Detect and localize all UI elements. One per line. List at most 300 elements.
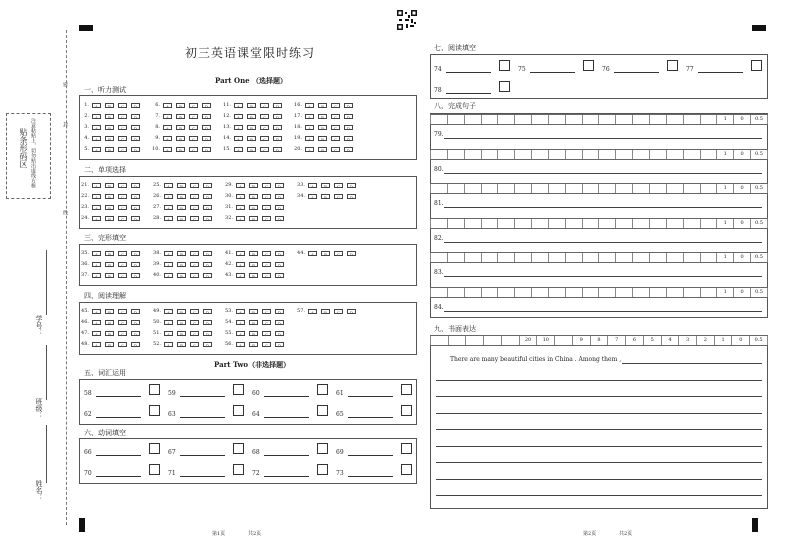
blank-field[interactable] [252,447,309,456]
option-bubble-b[interactable]: B [249,205,258,210]
score-cell[interactable] [632,288,649,297]
option-bubble-b[interactable]: B [249,216,258,221]
score-box[interactable] [499,81,510,92]
option-bubble-a[interactable]: A [305,136,314,141]
option-bubble-b[interactable]: B [105,194,114,199]
answer-line[interactable] [348,409,393,418]
score-cell[interactable] [615,219,632,228]
answer-line[interactable] [348,468,393,477]
option-bubble-a[interactable]: A [92,273,101,278]
blank-field[interactable] [686,64,743,73]
score-cell[interactable] [430,184,447,193]
option-bubble-d[interactable]: D [203,342,212,347]
score-cell[interactable] [514,219,531,228]
blank-field[interactable] [434,85,491,94]
score-cell[interactable] [582,184,599,193]
option-bubble-b[interactable]: B [318,114,327,119]
option-bubble-c[interactable]: C [260,114,269,119]
option-bubble-a[interactable]: A [164,273,173,278]
score-cell[interactable]: 0.5 [750,184,768,193]
option-bubble-c[interactable]: C [262,273,271,278]
option-bubble-b[interactable]: B [176,125,185,130]
score-cell[interactable] [683,115,700,124]
option-bubble-d[interactable]: D [202,114,211,119]
score-box[interactable] [317,443,328,454]
option-bubble-a[interactable]: A [164,331,173,336]
score-cell[interactable] [554,336,572,345]
score-box[interactable] [317,405,328,416]
score-cell[interactable] [464,219,481,228]
score-cell[interactable] [447,253,464,262]
option-bubble-b[interactable]: B [318,136,327,141]
option-bubble-d[interactable]: D [275,273,284,278]
score-cell[interactable]: 0 [733,253,750,262]
score-cell[interactable] [447,115,464,124]
score-cell[interactable]: 7 [607,336,625,345]
option-bubble-a[interactable]: A [305,147,314,152]
score-cell[interactable] [565,253,582,262]
score-cell[interactable] [497,253,514,262]
option-bubble-b[interactable]: B [177,262,186,267]
option-bubble-c[interactable]: C [190,262,199,267]
score-cell[interactable] [531,219,548,228]
option-bubble-d[interactable]: D [344,114,353,119]
score-box[interactable] [499,60,510,71]
option-bubble-c[interactable]: C [190,309,199,314]
score-cell[interactable] [481,184,498,193]
essay-line[interactable] [436,462,762,463]
score-cell[interactable]: 0.5 [750,253,768,262]
option-bubble-b[interactable]: B [247,125,256,130]
score-cell[interactable] [615,288,632,297]
option-bubble-c[interactable]: C [334,194,343,199]
score-cell[interactable] [514,184,531,193]
option-bubble-a[interactable]: A [163,103,172,108]
option-bubble-b[interactable]: B [249,251,258,256]
option-bubble-d[interactable]: D [275,342,284,347]
option-bubble-d[interactable]: D [347,183,356,188]
option-bubble-d[interactable]: D [275,205,284,210]
option-bubble-a[interactable]: A [92,194,101,199]
score-cell[interactable] [548,219,565,228]
blank-field[interactable] [252,409,309,418]
score-cell[interactable]: 1 [716,288,733,297]
score-cell[interactable] [565,115,582,124]
option-bubble-d[interactable]: D [273,125,282,130]
option-bubble-b[interactable]: B [105,205,114,210]
class-field[interactable] [46,345,47,400]
option-bubble-d[interactable]: D [273,136,282,141]
essay-line[interactable] [436,429,762,430]
blank-field[interactable] [518,64,575,73]
option-bubble-c[interactable]: C [190,205,199,210]
option-bubble-d[interactable]: D [275,331,284,336]
sentence-answer-line[interactable] [444,242,762,243]
score-cell[interactable] [598,253,615,262]
option-bubble-c[interactable]: C [262,342,271,347]
score-cell[interactable]: 20 [519,336,537,345]
option-bubble-b[interactable]: B [247,136,256,141]
score-cell[interactable] [430,219,447,228]
option-bubble-b[interactable]: B [176,114,185,119]
option-bubble-d[interactable]: D [202,147,211,152]
score-cell[interactable]: 0.5 [750,219,768,228]
answer-line[interactable] [348,447,393,456]
option-bubble-b[interactable]: B [177,183,186,188]
score-cell[interactable] [430,115,447,124]
option-bubble-c[interactable]: C [118,309,127,314]
option-bubble-b[interactable]: B [177,205,186,210]
option-bubble-b[interactable]: B [247,103,256,108]
score-cell[interactable]: 1 [716,253,733,262]
score-cell[interactable] [700,150,717,159]
score-box[interactable] [401,384,412,395]
score-cell[interactable] [430,150,447,159]
score-cell[interactable] [483,336,501,345]
score-cell[interactable]: 8 [590,336,608,345]
score-cell[interactable] [582,288,599,297]
option-bubble-a[interactable]: A [92,103,101,108]
score-cell[interactable] [531,288,548,297]
score-cell[interactable] [683,184,700,193]
answer-line[interactable] [446,85,491,94]
option-bubble-b[interactable]: B [321,251,330,256]
score-cell[interactable] [582,150,599,159]
answer-line[interactable] [96,447,141,456]
option-bubble-c[interactable]: C [334,251,343,256]
option-bubble-b[interactable]: B [321,309,330,314]
option-bubble-a[interactable]: A [92,183,101,188]
essay-line[interactable] [436,446,762,447]
score-cell[interactable] [598,288,615,297]
score-cell[interactable] [497,219,514,228]
option-bubble-b[interactable]: B [177,216,186,221]
answer-line[interactable] [264,447,309,456]
option-bubble-b[interactable]: B [318,125,327,130]
option-bubble-d[interactable]: D [344,147,353,152]
option-bubble-a[interactable]: A [234,136,243,141]
option-bubble-c[interactable]: C [260,103,269,108]
option-bubble-d[interactable]: D [131,331,140,336]
option-bubble-c[interactable]: C [190,251,199,256]
option-bubble-a[interactable]: A [234,103,243,108]
option-bubble-b[interactable]: B [105,216,114,221]
option-bubble-d[interactable]: D [344,136,353,141]
score-cell[interactable] [683,288,700,297]
option-bubble-d[interactable]: D [131,205,140,210]
option-bubble-a[interactable]: A [92,125,101,130]
score-cell[interactable] [548,253,565,262]
option-bubble-c[interactable]: C [118,136,127,141]
score-box[interactable] [401,464,412,475]
score-cell[interactable] [666,150,683,159]
score-cell[interactable]: 4 [661,336,679,345]
score-cell[interactable]: 1 [716,115,733,124]
option-bubble-c[interactable]: C [331,136,340,141]
option-bubble-a[interactable]: A [305,125,314,130]
option-bubble-b[interactable]: B [318,147,327,152]
option-bubble-c[interactable]: C [189,103,198,108]
option-bubble-a[interactable]: A [236,194,245,199]
score-cell[interactable] [497,184,514,193]
option-bubble-d[interactable]: D [131,125,140,130]
option-bubble-b[interactable]: B [249,342,258,347]
option-bubble-c[interactable]: C [118,273,127,278]
score-cell[interactable] [598,184,615,193]
option-bubble-d[interactable]: D [131,342,140,347]
option-bubble-b[interactable]: B [249,309,258,314]
option-bubble-a[interactable]: A [163,125,172,130]
score-cell[interactable] [632,115,649,124]
score-cell[interactable] [598,150,615,159]
score-cell[interactable] [464,288,481,297]
option-bubble-c[interactable]: C [262,262,271,267]
score-cell[interactable] [700,184,717,193]
option-bubble-d[interactable]: D [131,251,140,256]
option-bubble-c[interactable]: C [118,320,127,325]
option-bubble-b[interactable]: B [177,273,186,278]
option-bubble-b[interactable]: B [105,114,114,119]
option-bubble-b[interactable]: B [247,114,256,119]
option-bubble-a[interactable]: A [92,331,101,336]
score-cell[interactable] [666,288,683,297]
score-box[interactable] [317,464,328,475]
score-cell[interactable] [565,288,582,297]
score-cell[interactable] [683,219,700,228]
score-cell[interactable] [582,219,599,228]
option-bubble-d[interactable]: D [273,114,282,119]
option-bubble-c[interactable]: C [334,309,343,314]
option-bubble-a[interactable]: A [305,103,314,108]
option-bubble-d[interactable]: D [203,216,212,221]
sentence-answer-line[interactable] [444,311,762,312]
option-bubble-b[interactable]: B [177,342,186,347]
option-bubble-b[interactable]: B [177,309,186,314]
option-bubble-d[interactable]: D [131,216,140,221]
option-bubble-c[interactable]: C [262,251,271,256]
score-cell[interactable] [565,150,582,159]
option-bubble-a[interactable]: A [164,262,173,267]
option-bubble-a[interactable]: A [236,309,245,314]
option-bubble-c[interactable]: C [190,216,199,221]
score-cell[interactable] [430,288,447,297]
blank-field[interactable] [252,468,309,477]
blank-field[interactable] [168,468,225,477]
option-bubble-c[interactable]: C [262,183,271,188]
option-bubble-b[interactable]: B [176,147,185,152]
option-bubble-d[interactable]: D [203,273,212,278]
option-bubble-d[interactable]: D [275,251,284,256]
score-cell[interactable] [683,253,700,262]
option-bubble-c[interactable]: C [118,262,127,267]
score-cell[interactable] [464,150,481,159]
option-bubble-c[interactable]: C [262,194,271,199]
option-bubble-c[interactable]: C [118,125,127,130]
score-cell[interactable]: 0 [733,219,750,228]
blank-field[interactable] [84,409,141,418]
score-cell[interactable] [666,115,683,124]
score-cell[interactable]: 3 [678,336,696,345]
score-cell[interactable] [465,336,483,345]
answer-line[interactable] [96,409,141,418]
answer-line[interactable] [180,447,225,456]
answer-line[interactable] [96,388,141,397]
option-bubble-c[interactable]: C [118,216,127,221]
answer-line[interactable] [180,409,225,418]
option-bubble-c[interactable]: C [260,147,269,152]
option-bubble-c[interactable]: C [262,320,271,325]
score-cell[interactable] [481,288,498,297]
score-cell[interactable] [598,115,615,124]
option-bubble-c[interactable]: C [118,147,127,152]
option-bubble-a[interactable]: A [92,136,101,141]
option-bubble-d[interactable]: D [275,194,284,199]
blank-field[interactable] [336,388,393,397]
blank-field[interactable] [168,388,225,397]
option-bubble-d[interactable]: D [203,262,212,267]
score-cell[interactable] [514,150,531,159]
blank-field[interactable] [336,447,393,456]
option-bubble-b[interactable]: B [105,262,114,267]
option-bubble-a[interactable]: A [234,125,243,130]
option-bubble-b[interactable]: B [105,273,114,278]
option-bubble-b[interactable]: B [105,136,114,141]
option-bubble-d[interactable]: D [131,273,140,278]
score-box[interactable] [233,443,244,454]
option-bubble-d[interactable]: D [347,194,356,199]
option-bubble-b[interactable]: B [247,147,256,152]
score-cell[interactable] [632,184,649,193]
option-bubble-a[interactable]: A [305,114,314,119]
option-bubble-a[interactable]: A [164,205,173,210]
blank-field[interactable] [252,388,309,397]
option-bubble-d[interactable]: D [203,183,212,188]
score-cell[interactable] [464,184,481,193]
option-bubble-a[interactable]: A [236,273,245,278]
score-cell[interactable] [497,150,514,159]
option-bubble-c[interactable]: C [189,147,198,152]
score-cell[interactable] [514,115,531,124]
option-bubble-a[interactable]: A [236,183,245,188]
score-box[interactable] [667,60,678,71]
score-cell[interactable]: 0 [733,184,750,193]
essay-line[interactable] [436,479,762,480]
option-bubble-d[interactable]: D [203,320,212,325]
score-box[interactable] [149,384,160,395]
option-bubble-a[interactable]: A [236,205,245,210]
score-cell[interactable] [447,219,464,228]
option-bubble-c[interactable]: C [190,320,199,325]
option-bubble-d[interactable]: D [203,251,212,256]
option-bubble-a[interactable]: A [164,183,173,188]
option-bubble-c[interactable]: C [331,125,340,130]
score-box[interactable] [233,464,244,475]
score-cell[interactable] [464,115,481,124]
sentence-answer-line[interactable] [444,173,762,174]
score-cell[interactable] [481,219,498,228]
answer-line[interactable] [614,64,659,73]
option-bubble-c[interactable]: C [260,125,269,130]
score-cell[interactable] [447,184,464,193]
option-bubble-b[interactable]: B [249,183,258,188]
option-bubble-b[interactable]: B [318,103,327,108]
sentence-answer-line[interactable] [444,276,762,277]
score-cell[interactable] [632,253,649,262]
score-box[interactable] [401,405,412,416]
score-cell[interactable] [481,115,498,124]
option-bubble-c[interactable]: C [331,114,340,119]
score-cell[interactable] [649,115,666,124]
score-cell[interactable]: 0.5 [750,288,768,297]
score-cell[interactable]: 0.5 [750,115,768,124]
score-cell[interactable]: 0 [733,115,750,124]
option-bubble-d[interactable]: D [275,320,284,325]
option-bubble-a[interactable]: A [236,262,245,267]
score-cell[interactable] [598,219,615,228]
option-bubble-b[interactable]: B [105,147,114,152]
option-bubble-a[interactable]: A [163,136,172,141]
option-bubble-a[interactable]: A [164,342,173,347]
score-cell[interactable] [615,184,632,193]
score-box[interactable] [583,60,594,71]
blank-field[interactable] [84,468,141,477]
option-bubble-c[interactable]: C [189,125,198,130]
score-cell[interactable] [548,288,565,297]
score-cell[interactable] [700,115,717,124]
option-bubble-a[interactable]: A [308,194,317,199]
score-cell[interactable]: 0.5 [749,336,768,345]
sentence-answer-line[interactable] [444,207,762,208]
option-bubble-a[interactable]: A [236,216,245,221]
blank-field[interactable] [434,64,491,73]
score-cell[interactable] [497,115,514,124]
option-bubble-b[interactable]: B [249,331,258,336]
option-bubble-b[interactable]: B [105,251,114,256]
option-bubble-a[interactable]: A [92,205,101,210]
option-bubble-a[interactable]: A [236,331,245,336]
answer-line[interactable] [264,409,309,418]
score-cell[interactable] [615,115,632,124]
score-cell[interactable] [632,219,649,228]
score-cell[interactable] [700,253,717,262]
answer-line[interactable] [698,64,743,73]
option-bubble-c[interactable]: C [331,147,340,152]
option-bubble-c[interactable]: C [262,331,271,336]
score-cell[interactable] [531,150,548,159]
option-bubble-b[interactable]: B [249,262,258,267]
score-cell[interactable] [565,219,582,228]
option-bubble-c[interactable]: C [262,216,271,221]
blank-field[interactable] [336,409,393,418]
score-box[interactable] [149,405,160,416]
option-bubble-d[interactable]: D [273,147,282,152]
score-cell[interactable] [531,115,548,124]
blank-field[interactable] [84,447,141,456]
score-cell[interactable] [649,150,666,159]
score-cell[interactable] [582,253,599,262]
score-cell[interactable] [514,253,531,262]
score-cell[interactable] [649,184,666,193]
option-bubble-b[interactable]: B [105,320,114,325]
score-box[interactable] [149,464,160,475]
score-cell[interactable] [430,253,447,262]
student-id-field[interactable] [46,250,47,315]
score-cell[interactable] [649,253,666,262]
option-bubble-a[interactable]: A [308,251,317,256]
option-bubble-d[interactable]: D [203,331,212,336]
option-bubble-b[interactable]: B [321,183,330,188]
option-bubble-a[interactable]: A [164,194,173,199]
